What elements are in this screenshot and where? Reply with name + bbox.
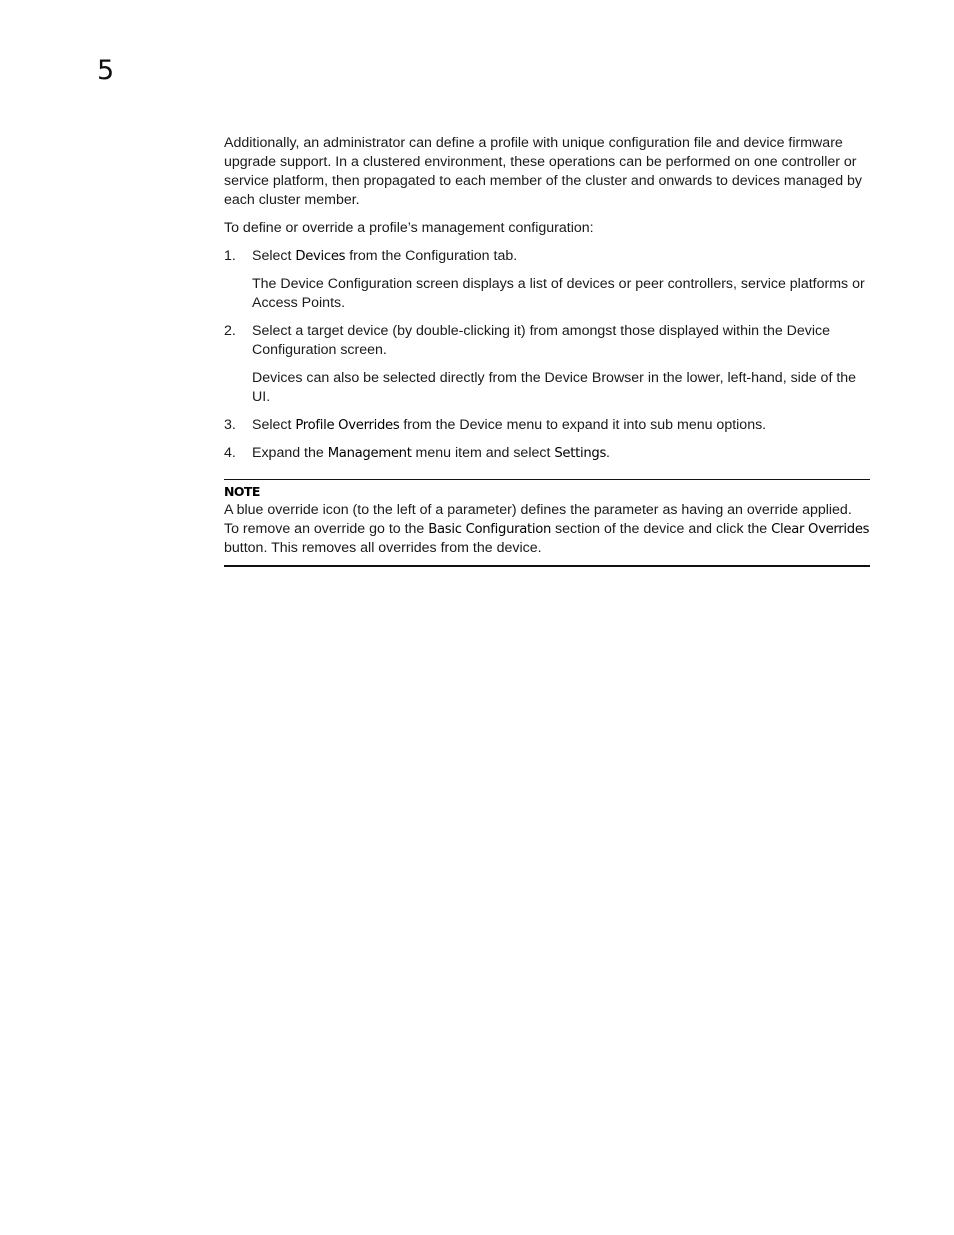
step-detail: The Device Configuration screen displays a list of devices or peer controllers, service platforms or Access Points. — [252, 276, 865, 311]
step-3 — [224, 416, 870, 435]
step-text: Select Profile Overrides from the Device menu to expand it into sub menu options. — [252, 417, 767, 433]
step-detail: Devices can also be selected directly from the Device Browser in the lower, left-hand, side of the UI. — [252, 370, 857, 405]
step-4 — [224, 444, 870, 463]
step-number: 4. — [224, 445, 236, 461]
ui-term-devices: Devices — [295, 249, 346, 264]
intro-paragraph: Additionally, an administrator can define a profile with unique configuration file and device firmware upgrade support. In a clustered environment, these operations can be performed on one controller or service platform, then propagated to each member of the cluster and onwards to devices managed by each cluster member. — [224, 135, 863, 208]
note-text: A blue override icon (to the left of a parameter) defines the parameter as having an override applied. To remove an override go to the Basic Configuration section of the device and click the Clear Overrides button. This removes all overrides from the device. — [224, 502, 870, 556]
step-number: 3. — [224, 417, 236, 433]
step-number: 2. — [224, 323, 236, 339]
chapter-number: 5 — [97, 55, 115, 86]
page-content — [224, 134, 870, 567]
procedure-lead-in: To define or override a profile’s management configuration: — [224, 220, 594, 236]
step-1 — [224, 247, 870, 313]
procedure-steps — [224, 247, 870, 463]
step-2 — [224, 322, 870, 407]
note-title: NOTE — [224, 484, 260, 499]
step-text: Select Devices from the Configuration tab. — [252, 248, 518, 264]
ui-term-basic-configuration: Basic Configuration — [428, 522, 552, 537]
ui-term-settings: Settings — [554, 446, 607, 461]
ui-term-management: Management — [327, 446, 412, 461]
note-box — [224, 479, 870, 567]
step-text: Select a target device (by double-clicking it) from amongst those displayed within the Device Configuration screen. — [252, 323, 831, 358]
ui-term-profile-overrides: Profile Overrides — [295, 418, 400, 433]
step-number: 1. — [224, 248, 236, 264]
ui-term-clear-overrides: Clear Overrides — [771, 522, 870, 537]
step-text: Expand the Management menu item and select Settings. — [252, 445, 610, 461]
